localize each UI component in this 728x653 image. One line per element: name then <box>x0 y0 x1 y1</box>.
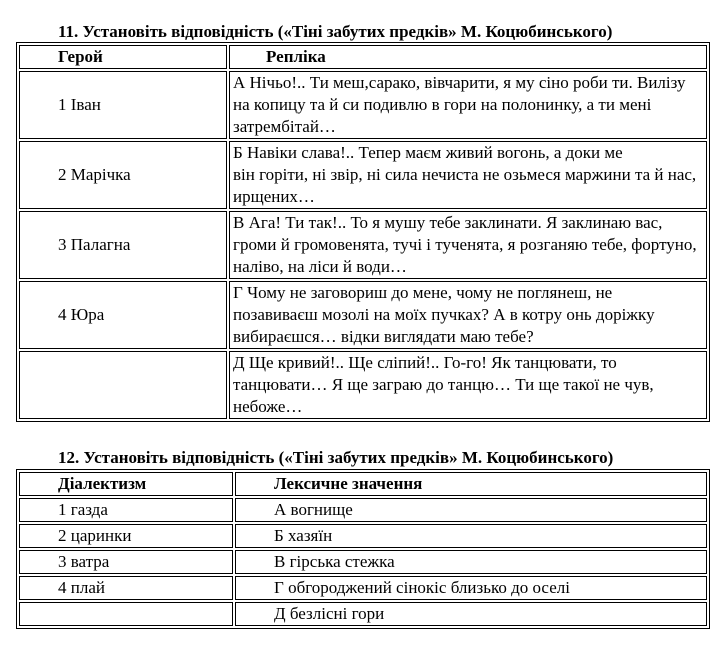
task11-title: 11. Установіть відповідність («Тіні забутих предків» М. Коцюбинського) <box>58 22 613 41</box>
replica-line: затрембітай… <box>233 117 336 136</box>
replica-line: Г Чому не заговориш до мене, чому не поглянеш, не <box>233 283 613 302</box>
meaning-cell: В гірська стежка <box>235 550 707 574</box>
replica-cell <box>229 281 707 349</box>
replica-cell <box>229 211 707 279</box>
hero-cell: 4 Юра <box>19 281 227 349</box>
task11-header-row <box>19 45 707 69</box>
replica-line: танцювати… Я ще заграю до танцю… Ти ще такої не чув, <box>233 375 654 394</box>
task12-header-row <box>19 472 707 496</box>
table-row <box>19 71 707 139</box>
meaning-cell: Б хазяїн <box>235 524 707 548</box>
dialect-cell: 4 плай <box>19 576 233 600</box>
task12-title: 12. Установіть відповідність («Тіні забутих предків» М. Коцюбинського) <box>58 448 614 467</box>
replica-line: А Нічьо!.. Ти меш,сарако, вівчарити, я му сіно роби ти. Вилізу <box>233 73 686 92</box>
replica-cell <box>229 141 707 209</box>
table-row <box>19 550 707 574</box>
table-row <box>19 576 707 600</box>
replica-line: на копицу та й си подивлю в гори на полонинку, а ти мені <box>233 95 652 114</box>
meaning-cell: Д безлісні гори <box>235 602 707 626</box>
task11-table <box>16 42 710 422</box>
replica-line: громи й громовенята, тучі і тученята, я розганяю тебе, фортуно, <box>233 235 697 254</box>
task12-table <box>16 469 710 629</box>
replica-line: наліво, на ліси й води… <box>233 257 407 276</box>
hero-cell: 2 Марічка <box>19 141 227 209</box>
table-row <box>19 524 707 548</box>
dialect-column-header: Діалектизм <box>19 472 233 496</box>
hero-column-header: Герой <box>19 45 227 69</box>
replica-line: позавиваєш мозолі на моїх пучках? А в котру онь доріжку <box>233 305 655 324</box>
replica-line: ирщених… <box>233 187 315 206</box>
replica-line: Д Ще кривий!.. Ще сліпий!.. Го-го! Як танцювати, то <box>233 353 617 372</box>
replica-line: небоже… <box>233 397 303 416</box>
replica-cell <box>229 351 707 419</box>
table-row <box>19 281 707 349</box>
dialect-cell: 2 царинки <box>19 524 233 548</box>
replica-line: Б Навіки слава!.. Тепер маєм живий вогонь, а доки ме <box>233 143 623 162</box>
dialect-cell: 1 газда <box>19 498 233 522</box>
table-row <box>19 498 707 522</box>
replica-line: вибираєшся… відки виглядати маю тебе? <box>233 327 534 346</box>
table-row <box>19 141 707 209</box>
dialect-cell: 3 ватра <box>19 550 233 574</box>
hero-cell: 3 Палагна <box>19 211 227 279</box>
replica-cell <box>229 71 707 139</box>
replica-line: він горіти, ні звір, ні сила нечиста не озьмеся маржини та й нас, <box>233 165 697 184</box>
hero-cell: 1 Іван <box>19 71 227 139</box>
meaning-cell: Г обгороджений сінокіс близько до оселі <box>235 576 707 600</box>
table-row <box>19 602 707 626</box>
table-row <box>19 351 707 419</box>
replica-line: В Ага! Ти так!.. То я мушу тебе заклинати. Я заклинаю вас, <box>233 213 663 232</box>
dialect-cell <box>19 602 233 626</box>
hero-cell <box>19 351 227 419</box>
meaning-column-header: Лексичне значення <box>235 472 707 496</box>
table-row <box>19 211 707 279</box>
meaning-cell: А вогнище <box>235 498 707 522</box>
replica-column-header: Репліка <box>229 45 707 69</box>
